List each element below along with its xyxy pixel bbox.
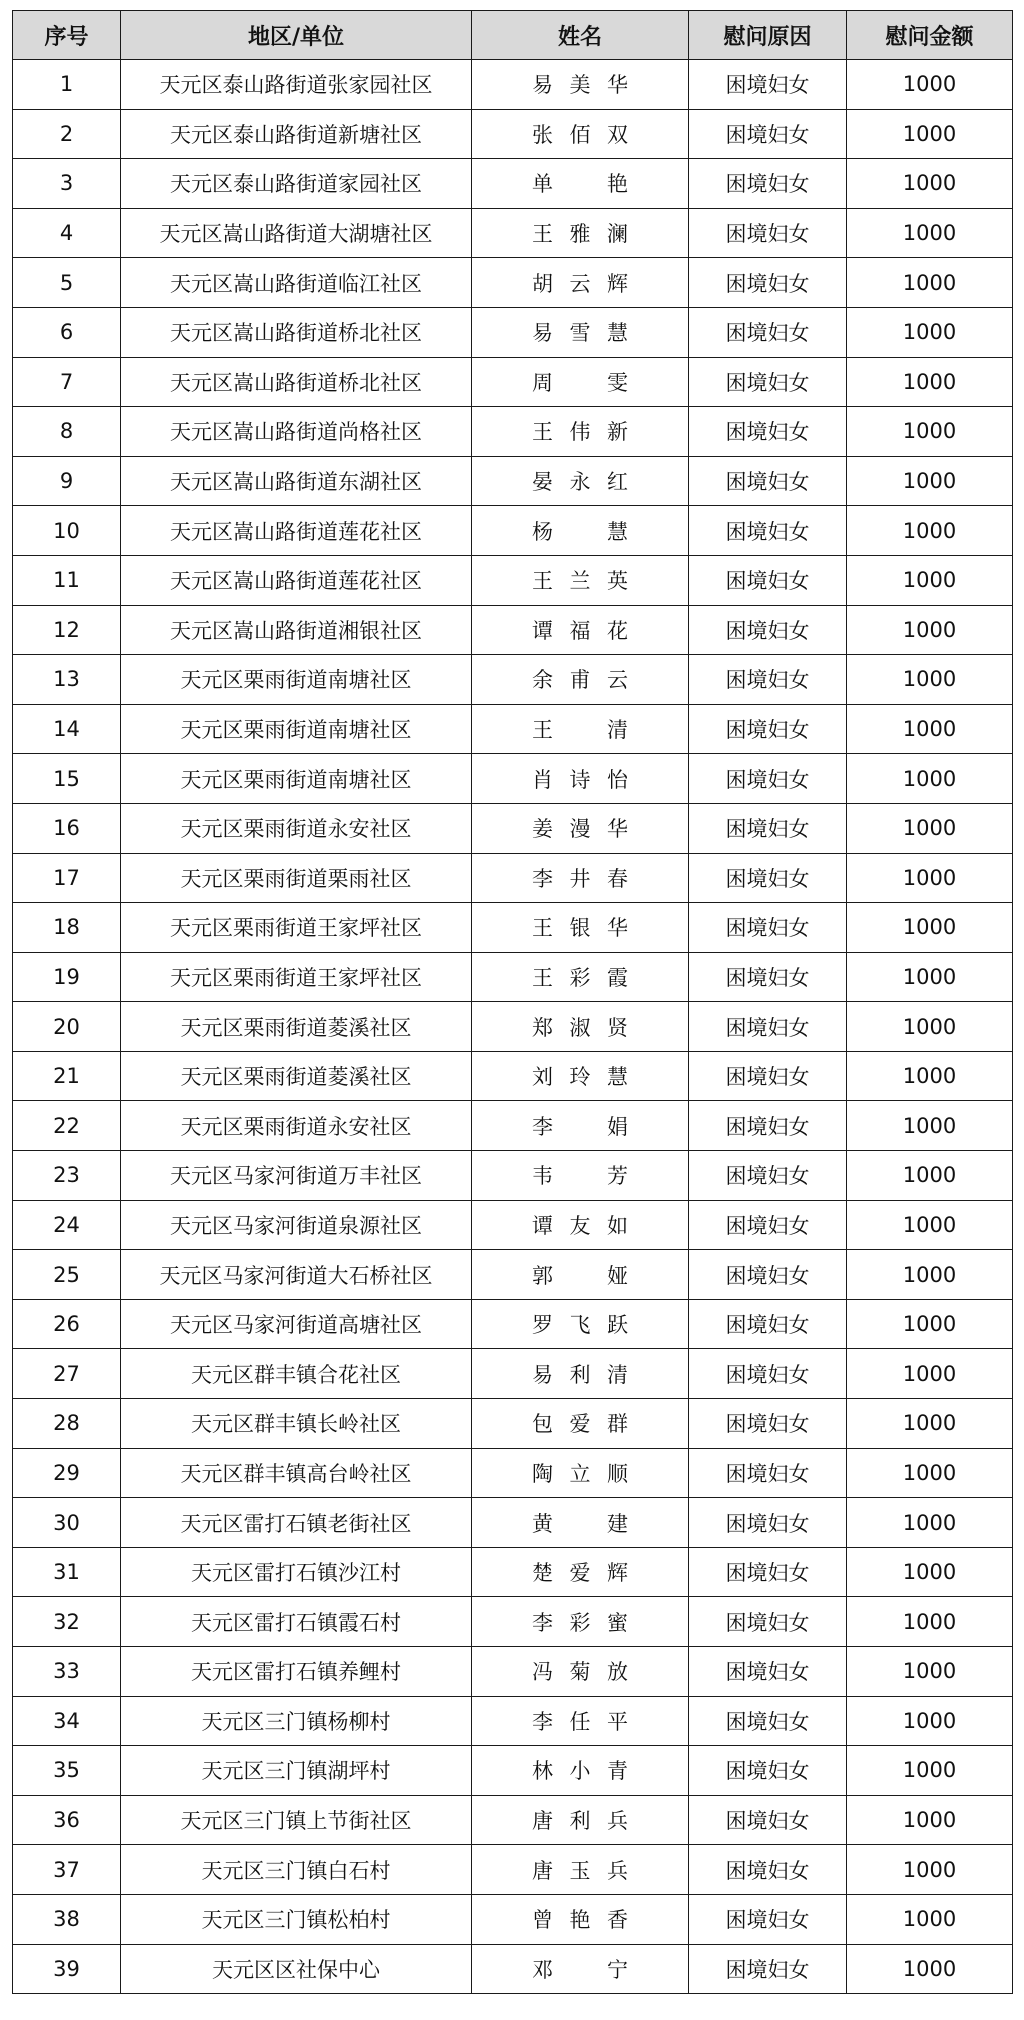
cell-area: 天元区嵩山路街道东湖社区 <box>121 456 472 506</box>
cell-area: 天元区嵩山路街道尚格社区 <box>121 407 472 457</box>
cell-amount: 1000 <box>847 1597 1013 1647</box>
cell-name <box>472 1002 689 1052</box>
cell-name <box>472 1944 689 1994</box>
cell-reason: 困境妇女 <box>689 1845 847 1895</box>
cell-amount: 1000 <box>847 1448 1013 1498</box>
table-row <box>13 1002 1013 1052</box>
cell-no: 35 <box>13 1746 121 1796</box>
person-name: 王银华 <box>532 916 628 941</box>
cell-area: 天元区三门镇上节街社区 <box>121 1795 472 1845</box>
table-row <box>13 803 1013 853</box>
person-name: 韦芳 <box>532 1164 628 1189</box>
cell-no: 32 <box>13 1597 121 1647</box>
cell-reason: 困境妇女 <box>689 109 847 159</box>
cell-no: 7 <box>13 357 121 407</box>
cell-name <box>472 307 689 357</box>
cell-amount: 1000 <box>847 803 1013 853</box>
cell-amount: 1000 <box>847 1795 1013 1845</box>
table-row <box>13 1349 1013 1399</box>
cell-reason: 困境妇女 <box>689 307 847 357</box>
person-name: 李任平 <box>532 1709 628 1734</box>
cell-no: 29 <box>13 1448 121 1498</box>
cell-area: 天元区泰山路街道家园社区 <box>121 159 472 209</box>
cell-name <box>472 655 689 705</box>
cell-area: 天元区栗雨街道永安社区 <box>121 803 472 853</box>
cell-reason: 困境妇女 <box>689 1547 847 1597</box>
cell-name <box>472 903 689 953</box>
table-row <box>13 704 1013 754</box>
cell-no: 19 <box>13 952 121 1002</box>
cell-amount: 1000 <box>847 903 1013 953</box>
cell-no: 39 <box>13 1944 121 1994</box>
person-name: 李娟 <box>532 1114 628 1139</box>
table-row <box>13 754 1013 804</box>
cell-name <box>472 952 689 1002</box>
cell-amount: 1000 <box>847 307 1013 357</box>
cell-area: 天元区嵩山路街道桥北社区 <box>121 307 472 357</box>
cell-reason: 困境妇女 <box>689 754 847 804</box>
cell-no: 11 <box>13 555 121 605</box>
cell-area: 天元区马家河街道高塘社区 <box>121 1299 472 1349</box>
table-row <box>13 1746 1013 1796</box>
cell-reason: 困境妇女 <box>689 704 847 754</box>
cell-amount: 1000 <box>847 258 1013 308</box>
person-name: 姜漫华 <box>532 817 628 842</box>
person-name: 王雅澜 <box>532 222 628 247</box>
cell-reason: 困境妇女 <box>689 1894 847 1944</box>
cell-name <box>472 1101 689 1151</box>
cell-area: 天元区栗雨街道王家坪社区 <box>121 903 472 953</box>
cell-amount: 1000 <box>847 1498 1013 1548</box>
person-name: 王伟新 <box>532 420 628 445</box>
cell-name <box>472 1399 689 1449</box>
cell-no: 6 <box>13 307 121 357</box>
table-body <box>13 60 1013 1994</box>
table-row <box>13 407 1013 457</box>
cell-amount: 1000 <box>847 1250 1013 1300</box>
person-name: 王兰英 <box>532 569 628 594</box>
person-name: 易雪慧 <box>532 321 628 346</box>
cell-reason: 困境妇女 <box>689 1448 847 1498</box>
cell-amount: 1000 <box>847 1399 1013 1449</box>
cell-area: 天元区三门镇湖坪村 <box>121 1746 472 1796</box>
cell-area: 天元区马家河街道万丰社区 <box>121 1151 472 1201</box>
cell-reason: 困境妇女 <box>689 853 847 903</box>
cell-reason: 困境妇女 <box>689 1696 847 1746</box>
cell-no: 30 <box>13 1498 121 1548</box>
cell-no: 4 <box>13 208 121 258</box>
person-name: 李井春 <box>532 866 628 891</box>
cell-reason: 困境妇女 <box>689 357 847 407</box>
cell-reason: 困境妇女 <box>689 1399 847 1449</box>
cell-amount: 1000 <box>847 1200 1013 1250</box>
cell-area: 天元区栗雨街道菱溪社区 <box>121 1051 472 1101</box>
cell-amount: 1000 <box>847 407 1013 457</box>
cell-amount: 1000 <box>847 1299 1013 1349</box>
cell-name <box>472 60 689 110</box>
person-name: 罗飞跃 <box>532 1313 628 1338</box>
header-amount: 慰问金额 <box>847 11 1013 60</box>
cell-area: 天元区雷打石镇养鲤村 <box>121 1647 472 1697</box>
table-row <box>13 1597 1013 1647</box>
cell-no: 14 <box>13 704 121 754</box>
cell-no: 17 <box>13 853 121 903</box>
person-name: 谭友如 <box>532 1213 628 1238</box>
cell-no: 36 <box>13 1795 121 1845</box>
cell-name <box>472 258 689 308</box>
table-row <box>13 1299 1013 1349</box>
person-name: 林小青 <box>532 1759 628 1784</box>
cell-no: 2 <box>13 109 121 159</box>
person-name: 郑淑贤 <box>532 1015 628 1040</box>
person-name: 邓宁 <box>532 1957 628 1982</box>
person-name: 张佰双 <box>532 122 628 147</box>
cell-reason: 困境妇女 <box>689 208 847 258</box>
person-name: 胡云辉 <box>532 271 628 296</box>
table-row <box>13 1696 1013 1746</box>
cell-reason: 困境妇女 <box>689 1795 847 1845</box>
person-name: 曾艳香 <box>532 1908 628 1933</box>
cell-reason: 困境妇女 <box>689 1299 847 1349</box>
cell-area: 天元区三门镇杨柳村 <box>121 1696 472 1746</box>
cell-reason: 困境妇女 <box>689 1151 847 1201</box>
cell-no: 26 <box>13 1299 121 1349</box>
cell-no: 28 <box>13 1399 121 1449</box>
cell-name <box>472 1746 689 1796</box>
cell-amount: 1000 <box>847 1696 1013 1746</box>
cell-reason: 困境妇女 <box>689 407 847 457</box>
cell-reason: 困境妇女 <box>689 1002 847 1052</box>
cell-area: 天元区雷打石镇霞石村 <box>121 1597 472 1647</box>
cell-no: 18 <box>13 903 121 953</box>
cell-no: 10 <box>13 506 121 556</box>
table-row <box>13 1498 1013 1548</box>
cell-amount: 1000 <box>847 159 1013 209</box>
table-row <box>13 1051 1013 1101</box>
table-row <box>13 1547 1013 1597</box>
cell-no: 37 <box>13 1845 121 1895</box>
cell-no: 23 <box>13 1151 121 1201</box>
cell-area: 天元区嵩山路街道莲花社区 <box>121 555 472 605</box>
cell-amount: 1000 <box>847 555 1013 605</box>
cell-name <box>472 605 689 655</box>
person-name: 谭福花 <box>532 618 628 643</box>
cell-no: 5 <box>13 258 121 308</box>
cell-amount: 1000 <box>847 208 1013 258</box>
cell-amount: 1000 <box>847 109 1013 159</box>
cell-reason: 困境妇女 <box>689 258 847 308</box>
cell-reason: 困境妇女 <box>689 903 847 953</box>
cell-name <box>472 1299 689 1349</box>
cell-reason: 困境妇女 <box>689 1597 847 1647</box>
table-row <box>13 1448 1013 1498</box>
table-row <box>13 1795 1013 1845</box>
cell-area: 天元区区社保中心 <box>121 1944 472 1994</box>
person-name: 杨慧 <box>532 519 628 544</box>
cell-reason: 困境妇女 <box>689 1101 847 1151</box>
cell-name <box>472 1448 689 1498</box>
person-name: 唐利兵 <box>532 1809 628 1834</box>
cell-reason: 困境妇女 <box>689 506 847 556</box>
document-page <box>12 10 1012 1994</box>
cell-name <box>472 803 689 853</box>
table-row <box>13 1647 1013 1697</box>
cell-area: 天元区马家河街道大石桥社区 <box>121 1250 472 1300</box>
cell-name <box>472 1597 689 1647</box>
person-name: 陶立顺 <box>532 1461 628 1486</box>
cell-area: 天元区群丰镇高台岭社区 <box>121 1448 472 1498</box>
cell-amount: 1000 <box>847 704 1013 754</box>
cell-amount: 1000 <box>847 1349 1013 1399</box>
person-name: 包爱群 <box>532 1412 628 1437</box>
table-row <box>13 655 1013 705</box>
cell-name <box>472 704 689 754</box>
cell-amount: 1000 <box>847 1647 1013 1697</box>
table-row <box>13 853 1013 903</box>
table-row <box>13 1151 1013 1201</box>
cell-reason: 困境妇女 <box>689 159 847 209</box>
header-name: 姓名 <box>472 11 689 60</box>
cell-reason: 困境妇女 <box>689 1250 847 1300</box>
person-name: 冯菊放 <box>532 1660 628 1685</box>
cell-name <box>472 407 689 457</box>
person-name: 余甫云 <box>532 668 628 693</box>
cell-no: 8 <box>13 407 121 457</box>
header-no: 序号 <box>13 11 121 60</box>
cell-amount: 1000 <box>847 456 1013 506</box>
cell-no: 13 <box>13 655 121 705</box>
cell-no: 24 <box>13 1200 121 1250</box>
cell-name <box>472 456 689 506</box>
cell-name <box>472 1200 689 1250</box>
cell-area: 天元区嵩山路街道湘银社区 <box>121 605 472 655</box>
cell-area: 天元区嵩山路街道莲花社区 <box>121 506 472 556</box>
cell-amount: 1000 <box>847 1101 1013 1151</box>
person-name: 李彩蜜 <box>532 1610 628 1635</box>
cell-area: 天元区栗雨街道栗雨社区 <box>121 853 472 903</box>
cell-reason: 困境妇女 <box>689 456 847 506</box>
cell-area: 天元区三门镇白石村 <box>121 1845 472 1895</box>
cell-area: 天元区嵩山路街道大湖塘社区 <box>121 208 472 258</box>
table-header <box>13 11 1013 60</box>
cell-reason: 困境妇女 <box>689 1647 847 1697</box>
cell-amount: 1000 <box>847 754 1013 804</box>
person-name: 王彩霞 <box>532 965 628 990</box>
cell-amount: 1000 <box>847 506 1013 556</box>
cell-no: 38 <box>13 1894 121 1944</box>
cell-reason: 困境妇女 <box>689 1200 847 1250</box>
cell-amount: 1000 <box>847 1894 1013 1944</box>
cell-area: 天元区嵩山路街道桥北社区 <box>121 357 472 407</box>
cell-name <box>472 1498 689 1548</box>
cell-area: 天元区泰山路街道张家园社区 <box>121 60 472 110</box>
cell-reason: 困境妇女 <box>689 1349 847 1399</box>
cell-area: 天元区三门镇松柏村 <box>121 1894 472 1944</box>
person-name: 周雯 <box>532 370 628 395</box>
cell-amount: 1000 <box>847 655 1013 705</box>
cell-name <box>472 208 689 258</box>
cell-no: 20 <box>13 1002 121 1052</box>
table-row <box>13 1845 1013 1895</box>
header-reason: 慰问原因 <box>689 11 847 60</box>
cell-no: 21 <box>13 1051 121 1101</box>
header-row <box>13 11 1013 60</box>
cell-name <box>472 357 689 407</box>
table-row <box>13 1250 1013 1300</box>
cell-name <box>472 1795 689 1845</box>
cell-reason: 困境妇女 <box>689 803 847 853</box>
table-row <box>13 109 1013 159</box>
cell-reason: 困境妇女 <box>689 555 847 605</box>
cell-name <box>472 853 689 903</box>
cell-no: 25 <box>13 1250 121 1300</box>
cell-reason: 困境妇女 <box>689 605 847 655</box>
cell-name <box>472 109 689 159</box>
cell-amount: 1000 <box>847 1845 1013 1895</box>
header-area: 地区/单位 <box>121 11 472 60</box>
cell-name <box>472 1250 689 1300</box>
table-row <box>13 258 1013 308</box>
cell-amount: 1000 <box>847 605 1013 655</box>
table-row <box>13 159 1013 209</box>
table-row <box>13 1200 1013 1250</box>
cell-no: 15 <box>13 754 121 804</box>
cell-name <box>472 506 689 556</box>
cell-amount: 1000 <box>847 1051 1013 1101</box>
table-row <box>13 1944 1013 1994</box>
cell-amount: 1000 <box>847 1002 1013 1052</box>
table-row <box>13 1101 1013 1151</box>
person-name: 晏永红 <box>532 470 628 495</box>
cell-amount: 1000 <box>847 952 1013 1002</box>
table-row <box>13 1894 1013 1944</box>
cell-area: 天元区栗雨街道菱溪社区 <box>121 1002 472 1052</box>
table-row <box>13 1399 1013 1449</box>
cell-name <box>472 555 689 605</box>
person-name: 刘玲慧 <box>532 1065 628 1090</box>
person-name: 王清 <box>532 718 628 743</box>
cell-name <box>472 1894 689 1944</box>
person-name: 黄建 <box>532 1511 628 1536</box>
cell-area: 天元区群丰镇长岭社区 <box>121 1399 472 1449</box>
person-name: 唐玉兵 <box>532 1858 628 1883</box>
table-row <box>13 605 1013 655</box>
table-row <box>13 307 1013 357</box>
person-name: 单艳 <box>532 172 628 197</box>
cell-no: 16 <box>13 803 121 853</box>
cell-reason: 困境妇女 <box>689 1746 847 1796</box>
cell-amount: 1000 <box>847 1151 1013 1201</box>
cell-amount: 1000 <box>847 1746 1013 1796</box>
cell-no: 22 <box>13 1101 121 1151</box>
cell-area: 天元区马家河街道泉源社区 <box>121 1200 472 1250</box>
cell-reason: 困境妇女 <box>689 952 847 1002</box>
cell-area: 天元区栗雨街道南塘社区 <box>121 655 472 705</box>
table-row <box>13 952 1013 1002</box>
person-name: 楚爱辉 <box>532 1561 628 1586</box>
cell-name <box>472 1845 689 1895</box>
cell-reason: 困境妇女 <box>689 60 847 110</box>
cell-amount: 1000 <box>847 853 1013 903</box>
cell-area: 天元区群丰镇合花社区 <box>121 1349 472 1399</box>
cell-area: 天元区雷打石镇沙江村 <box>121 1547 472 1597</box>
table-row <box>13 456 1013 506</box>
person-name: 易美华 <box>532 73 628 98</box>
cell-name <box>472 159 689 209</box>
cell-area: 天元区栗雨街道永安社区 <box>121 1101 472 1151</box>
cell-no: 9 <box>13 456 121 506</box>
cell-area: 天元区栗雨街道南塘社区 <box>121 704 472 754</box>
table-row <box>13 357 1013 407</box>
person-name: 肖诗怡 <box>532 767 628 792</box>
condolence-table <box>12 10 1013 1994</box>
cell-name <box>472 1696 689 1746</box>
cell-area: 天元区栗雨街道南塘社区 <box>121 754 472 804</box>
table-row <box>13 903 1013 953</box>
cell-name <box>472 1151 689 1201</box>
cell-no: 27 <box>13 1349 121 1399</box>
cell-name <box>472 1547 689 1597</box>
person-name: 郭娅 <box>532 1263 628 1288</box>
cell-name <box>472 1051 689 1101</box>
cell-name <box>472 1349 689 1399</box>
cell-reason: 困境妇女 <box>689 1498 847 1548</box>
cell-name <box>472 754 689 804</box>
cell-reason: 困境妇女 <box>689 1051 847 1101</box>
cell-no: 34 <box>13 1696 121 1746</box>
table-row <box>13 555 1013 605</box>
cell-name <box>472 1647 689 1697</box>
table-row <box>13 208 1013 258</box>
cell-area: 天元区嵩山路街道临江社区 <box>121 258 472 308</box>
cell-amount: 1000 <box>847 1547 1013 1597</box>
cell-amount: 1000 <box>847 357 1013 407</box>
person-name: 易利清 <box>532 1362 628 1387</box>
table-row <box>13 60 1013 110</box>
cell-no: 33 <box>13 1647 121 1697</box>
cell-no: 31 <box>13 1547 121 1597</box>
cell-area: 天元区雷打石镇老街社区 <box>121 1498 472 1548</box>
cell-amount: 1000 <box>847 60 1013 110</box>
cell-no: 1 <box>13 60 121 110</box>
cell-reason: 困境妇女 <box>689 655 847 705</box>
cell-no: 12 <box>13 605 121 655</box>
cell-area: 天元区泰山路街道新塘社区 <box>121 109 472 159</box>
cell-area: 天元区栗雨街道王家坪社区 <box>121 952 472 1002</box>
cell-amount: 1000 <box>847 1944 1013 1994</box>
cell-reason: 困境妇女 <box>689 1944 847 1994</box>
table-row <box>13 506 1013 556</box>
cell-no: 3 <box>13 159 121 209</box>
